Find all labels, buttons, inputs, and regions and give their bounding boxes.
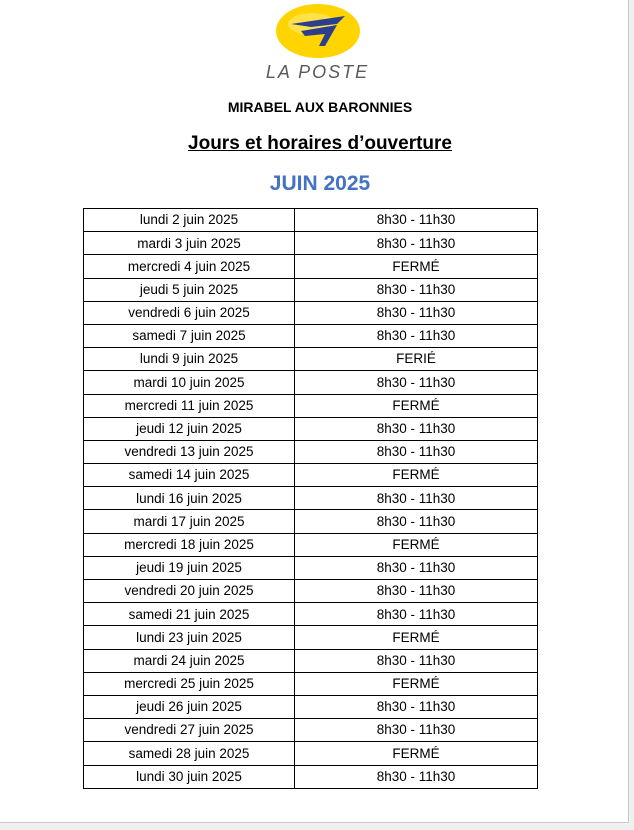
table-row — [84, 695, 538, 718]
table-row — [84, 417, 538, 440]
day-cell: lundi 9 juin 2025 — [84, 348, 295, 371]
hours-cell: 8h30 - 11h30 — [295, 603, 538, 626]
day-cell: vendredi 20 juin 2025 — [84, 580, 295, 603]
table-row — [84, 301, 538, 324]
hours-cell: 8h30 - 11h30 — [295, 487, 538, 510]
hours-cell: 8h30 - 11h30 — [295, 324, 538, 347]
table-row — [84, 580, 538, 603]
la-poste-logo — [255, 2, 380, 84]
hours-cell: FERMÉ — [295, 394, 538, 417]
hours-cell: 8h30 - 11h30 — [295, 510, 538, 533]
hours-cell: 8h30 - 11h30 — [295, 417, 538, 440]
hours-cell: FERMÉ — [295, 255, 538, 278]
day-cell: jeudi 19 juin 2025 — [84, 556, 295, 579]
hours-cell: FERIÉ — [295, 348, 538, 371]
table-row — [84, 278, 538, 301]
table-row — [84, 626, 538, 649]
day-cell: mercredi 25 juin 2025 — [84, 672, 295, 695]
la-poste-bird-icon — [275, 2, 361, 60]
day-cell: vendredi 27 juin 2025 — [84, 719, 295, 742]
day-cell: lundi 16 juin 2025 — [84, 487, 295, 510]
day-cell: jeudi 26 juin 2025 — [84, 695, 295, 718]
day-cell: lundi 2 juin 2025 — [84, 209, 295, 232]
table-row — [84, 603, 538, 626]
day-cell: samedi 28 juin 2025 — [84, 742, 295, 765]
logo-wordmark: LA POSTE — [265, 62, 370, 82]
hours-cell: 8h30 - 11h30 — [295, 719, 538, 742]
office-name: MIRABEL AUX BARONNIES — [227, 99, 413, 115]
opening-hours-body — [84, 209, 538, 789]
month-title: JUIN 2025 — [269, 172, 371, 195]
hours-cell: 8h30 - 11h30 — [295, 209, 538, 232]
day-cell: mercredi 4 juin 2025 — [84, 255, 295, 278]
table-row — [84, 464, 538, 487]
table-row — [84, 719, 538, 742]
table-row — [84, 487, 538, 510]
hours-cell: 8h30 - 11h30 — [295, 695, 538, 718]
hours-cell: 8h30 - 11h30 — [295, 649, 538, 672]
hours-cell: FERMÉ — [295, 742, 538, 765]
table-row — [84, 232, 538, 255]
day-cell: lundi 30 juin 2025 — [84, 765, 295, 788]
table-row — [84, 556, 538, 579]
day-cell: mercredi 11 juin 2025 — [84, 394, 295, 417]
hours-cell: FERMÉ — [295, 533, 538, 556]
table-row — [84, 510, 538, 533]
day-cell: vendredi 6 juin 2025 — [84, 301, 295, 324]
day-cell: mercredi 18 juin 2025 — [84, 533, 295, 556]
day-cell: mardi 10 juin 2025 — [84, 371, 295, 394]
table-row — [84, 348, 538, 371]
table-row — [84, 324, 538, 347]
day-cell: jeudi 5 juin 2025 — [84, 278, 295, 301]
hours-cell: 8h30 - 11h30 — [295, 580, 538, 603]
day-cell: mardi 24 juin 2025 — [84, 649, 295, 672]
table-row — [84, 440, 538, 463]
table-row — [84, 742, 538, 765]
hours-cell: 8h30 - 11h30 — [295, 301, 538, 324]
hours-cell: 8h30 - 11h30 — [295, 765, 538, 788]
opening-hours-table — [83, 208, 538, 789]
table-row — [84, 533, 538, 556]
table-row — [84, 672, 538, 695]
hours-cell: 8h30 - 11h30 — [295, 371, 538, 394]
day-cell: samedi 14 juin 2025 — [84, 464, 295, 487]
day-cell: lundi 23 juin 2025 — [84, 626, 295, 649]
hours-cell: FERMÉ — [295, 672, 538, 695]
hours-cell: 8h30 - 11h30 — [295, 556, 538, 579]
day-cell: mardi 3 juin 2025 — [84, 232, 295, 255]
table-row — [84, 371, 538, 394]
hours-cell: FERMÉ — [295, 626, 538, 649]
table-row — [84, 209, 538, 232]
page-heading: Jours et horaires d’ouverture — [188, 133, 452, 154]
day-cell: jeudi 12 juin 2025 — [84, 417, 295, 440]
table-row — [84, 765, 538, 788]
day-cell: mardi 17 juin 2025 — [84, 510, 295, 533]
day-cell: samedi 7 juin 2025 — [84, 324, 295, 347]
day-cell: vendredi 13 juin 2025 — [84, 440, 295, 463]
hours-cell: FERMÉ — [295, 464, 538, 487]
hours-cell: 8h30 - 11h30 — [295, 440, 538, 463]
table-row — [84, 649, 538, 672]
table-row — [84, 394, 538, 417]
day-cell: samedi 21 juin 2025 — [84, 603, 295, 626]
table-row — [84, 255, 538, 278]
hours-cell: 8h30 - 11h30 — [295, 278, 538, 301]
hours-cell: 8h30 - 11h30 — [295, 232, 538, 255]
